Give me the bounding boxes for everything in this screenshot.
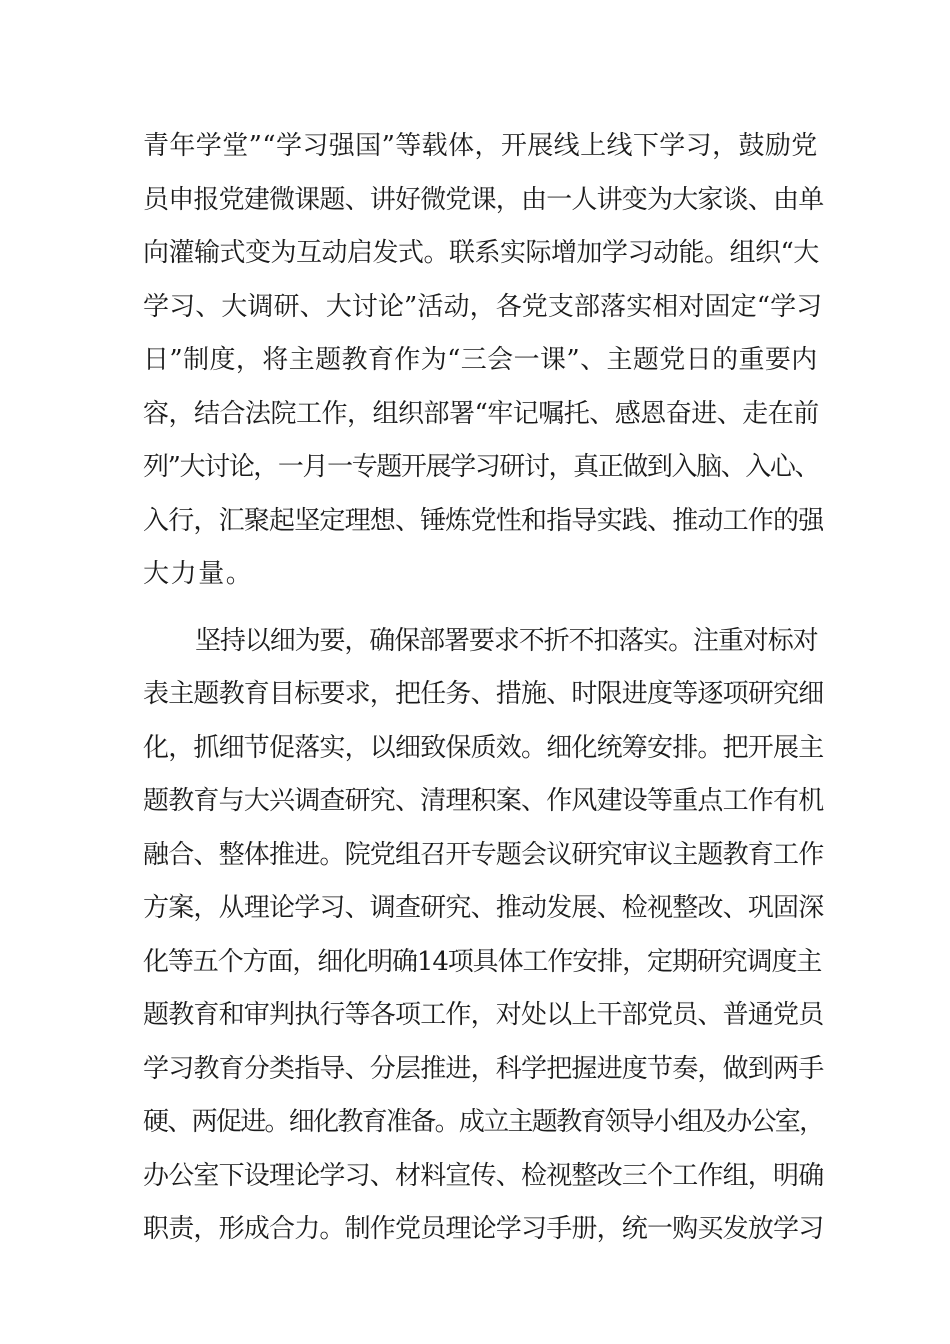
text-line: 方案，从理论学习、调查研究、推动发展、检视整改、巩固深	[143, 893, 824, 923]
text-line: 员申报党建微课题、讲好微党课，由一人讲变为大家谈、由单	[143, 185, 824, 215]
text-line: 题教育与大兴调查研究、清理积案、作风建设等重点工作有机	[143, 786, 824, 816]
text-line: 化等五个方面，细化明确14项具体工作安排，定期研究调度主	[143, 947, 822, 977]
text-line: 学习、大调研、大讨论”活动，各党支部落实相对固定“学习	[143, 292, 823, 322]
text-line: 学习教育分类指导、分层推进，科学把握进度节奏，做到两手	[143, 1054, 824, 1084]
text-line: 题教育和审判执行等各项工作，对处以上干部党员、普通党员	[143, 1000, 824, 1030]
text-line: 职责，形成合力。制作党员理论学习手册，统一购买发放学习	[143, 1214, 824, 1244]
text-line: 大力量。	[143, 559, 254, 589]
text-line: 入行，汇聚起坚定理想、锤炼党性和指导实践、推动工作的强	[143, 506, 824, 536]
text-line: 融合、整体推进。院党组召开专题会议研究审议主题教育工作	[143, 840, 824, 870]
text-line: 硬、两促进。细化教育准备。成立主题教育领导小组及办公室，	[143, 1107, 824, 1137]
text-line: 化，抓细节促落实，以细致保质效。细化统筹安排。把开展主	[143, 733, 824, 763]
text-line: 青年学堂”“学习强国”等载体，开展线上线下学习，鼓励党	[143, 131, 818, 161]
text-line: 坚持以细为要，确保部署要求不折不扣落实。注重对标对	[195, 626, 818, 656]
text-line: 列”大讨论，一月一专题开展学习研讨，真正做到入脑、入心、	[143, 452, 820, 482]
text-line: 表主题教育目标要求，把任务、措施、时限进度等逐项研究细	[143, 679, 824, 709]
text-line: 日”制度，将主题教育作为“三会一课”、主题党日的重要内	[143, 345, 818, 375]
text-line: 向灌输式变为互动启发式。联系实际增加学习动能。组织“大	[143, 238, 819, 268]
text-line: 办公室下设理论学习、材料宣传、检视整改三个工作组，明确	[143, 1161, 824, 1191]
text-line: 容，结合法院工作，组织部署“牢记嘱托、感恩奋进、走在前	[143, 399, 819, 429]
